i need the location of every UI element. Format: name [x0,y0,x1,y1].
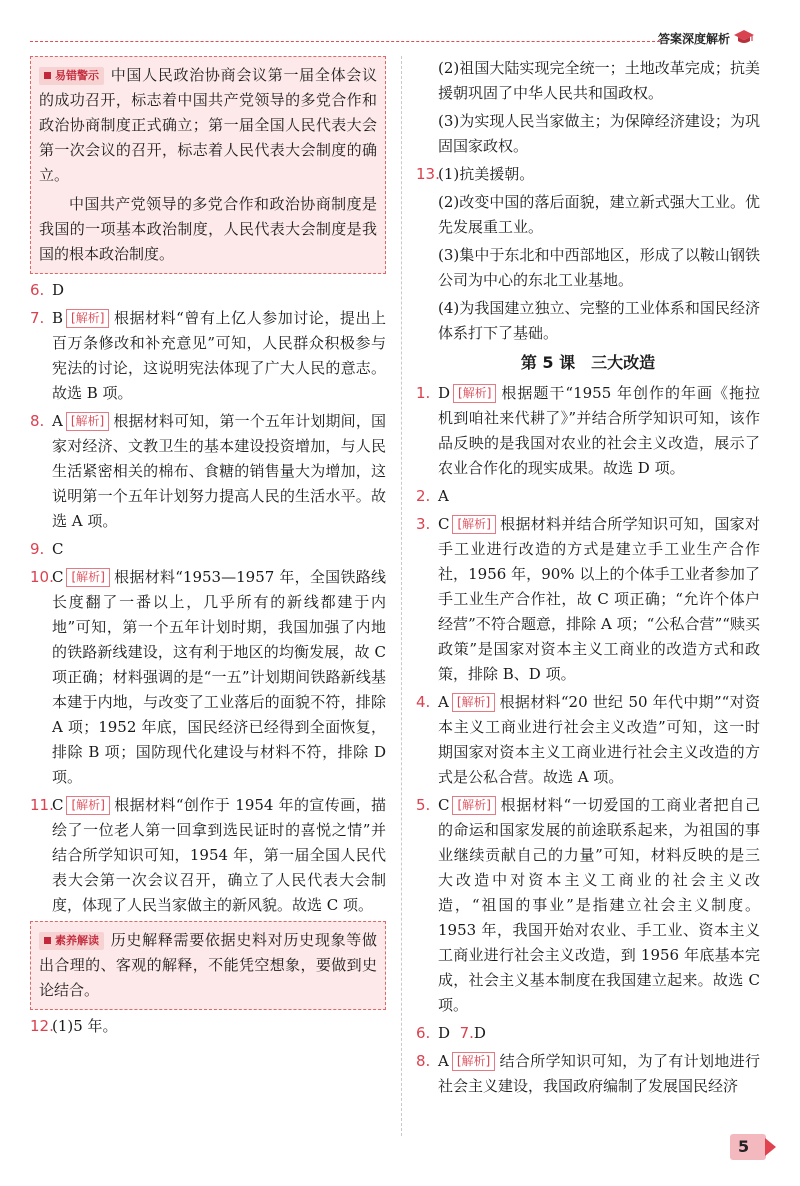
analysis-tag: [ 解析 ] [66,309,109,328]
answer-11: 11. C[ 解析 ] 根据材料“创作于 1954 年的宣传画，描绘了一位老人第一回拿到选民证时的喜悦之情”并结合所学知识可知，1954 年，第一届全国人民代表大会第一次会议召开，确立了人民代表大会制度，体现了人民当家做主的新风貌。故选 C 项。 [30,793,386,918]
graduation-cap-icon [734,28,754,46]
answer-9: 9. C [30,540,64,558]
lesson-answer-8: 8. A[ 解析 ] 结合所学知识可知，为了有计划地进行社会主义建设，我国政府编制了发展国民经济 [416,1049,760,1099]
error-warning-tag: 易错警示 [39,67,104,85]
lesson-title: 第 5 课 三大改造 [520,353,656,372]
analysis-tag: [ 解析 ] [66,568,109,587]
analysis-tag: [ 解析 ] [452,796,495,815]
literacy-text: 历史解释需要依据史料对历史现象等做出合理的、客观的解释，不能凭空想象，要做到史论结合。 [39,931,377,999]
answer-12-part-3: (3)为实现人民当家做主；为保障经济建设；为巩固国家政权。 [438,112,760,155]
error-warning-box [30,56,386,274]
answer-12-part-2: (2)祖国大陆实现完全统一；土地改革完成；抗美援朝巩固了中华人民共和国政权。 [438,59,760,102]
header-rule [30,41,660,42]
lesson-answer-5: 5. C[ 解析 ] 根据材料“一切爱国的工商业者把自己的命运和国家发展的前途联系起来，为祖国的事业继续贡献自己的力量”可知，材料反映的是三大改造中对资本主义工商业的社会主义改造，“祖国的事业”是指建立社会主义制度。1953 年，我国开始对农业、手工业、资本主义工商业进行社会主义改造，到 1956 年底基本完成，社会主义基本制度在我国建立起来。故选 C 项。 [416,793,760,1018]
answer-13: 13. (1)抗美援朝。 [416,165,535,183]
answer-7: 7. B[ 解析 ] 根据材料“曾有上亿人参加讨论，提出上百万条修改和补充意见”可知，人民群众积极参与宪法的讨论，这说明宪法体现了广大人民的意志。故选 B 项。 [30,306,386,406]
analysis-tag: [ 解析 ] [452,693,495,712]
answer-6: 6. D [30,281,65,299]
warning-paragraph-2: 中国共产党领导的多党合作和政治协商制度是我国的一项基本政治制度，人民代表大会制度是我国的根本政治制度。 [39,195,377,263]
literacy-tag: 素养解读 [39,932,104,950]
lesson-answer-6-7: 6. D 7.D [416,1024,486,1042]
literacy-interpretation-box [30,921,386,1010]
analysis-tag: [ 解析 ] [66,412,109,431]
left-column [30,56,386,1042]
analysis-tag: [ 解析 ] [452,1052,495,1071]
answer-13-part-2: (2)改变中国的落后面貌，建立新式强大工业。优先发展重工业。 [438,193,760,236]
lesson-answer-3: 3. C[ 解析 ] 根据材料并结合所学知识可知，国家对手工业进行改造的方式是建立手工业生产合作社，1956 年，90% 以上的个体手工业者参加了手工业生产合作社，故 C 项正确；“允许个体户经营”不符合题意，排除 A 项；“公私合营”“赎买政策”是国家对资本主义工商业的改造方式和政策，排除 B、D 项。 [416,512,760,687]
answer-10: 10. C[ 解析 ] 根据材料“1953—1957 年，全国铁路线长度翻了一番以上，几乎所有的新线都建于内地”可知，第一个五年计划时期，我国加强了内地的铁路新线建设，这有利于地区的均衡发展，故 C 项正确；材料强调的是“一五”计划期间铁路新线基本建于内地，与改变了工业落后的面貌不符，排除 A 项；1952 年底，国民经济已经得到全面恢复，排除 B 项；国防现代化建设与材料不符，排除 D 项。 [30,565,386,790]
header-title: 答案深度解析 [657,32,730,46]
right-column [416,56,760,1102]
answer-8: 8. A[ 解析 ] 根据材料可知，第一个五年计划期间，国家对经济、文教卫生的基本建设投资增加，与人民生活紧密相关的棉布、食糖的销售量大为增加，这说明第一个五年计划努力提高人民的生活水平。故选 A 项。 [30,409,386,534]
lesson-answer-1: 1. D[ 解析 ] 根据题干“1955 年创作的年画《拖拉机到咱社来代耕了》”并结合所学知识可知，该作品反映的是我国对农业的社会主义改造，展示了农业合作化的现实成果。故选 D 项。 [416,381,760,481]
page-number: 5 [738,1137,750,1156]
page-number-badge [730,1134,766,1160]
analysis-tag: [ 解析 ] [452,515,495,534]
arrow-icon [765,1138,776,1156]
warning-paragraph-1: 中国人民政治协商会议第一届全体会议的成功召开，标志着中国共产党领导的多党合作和政治协商制度正式确立；第一届全国人民代表大会第一次会议的召开，标志着人民代表大会制度的确立。 [39,66,377,184]
answer-13-part-3: (3)集中于东北和中西部地区，形成了以鞍山钢铁公司为中心的东北工业基地。 [438,246,760,289]
column-divider [401,56,402,1136]
lesson-answer-4: 4. A[ 解析 ] 根据材料“20 世纪 50 年代中期”“对资本主义工商业进行社会主义改造”可知，这一时期国家对资本主义工商业进行社会主义改造的方式是公私合营。故选 A 项。 [416,690,760,790]
lesson-answer-2: 2. A [416,487,449,505]
answer-13-part-4: (4)为我国建立独立、完整的工业体系和国民经济体系打下了基础。 [438,299,760,342]
analysis-tag: [ 解析 ] [453,384,496,403]
answer-12: 12. (1)5 年。 [30,1017,118,1035]
analysis-tag: [ 解析 ] [66,796,109,815]
